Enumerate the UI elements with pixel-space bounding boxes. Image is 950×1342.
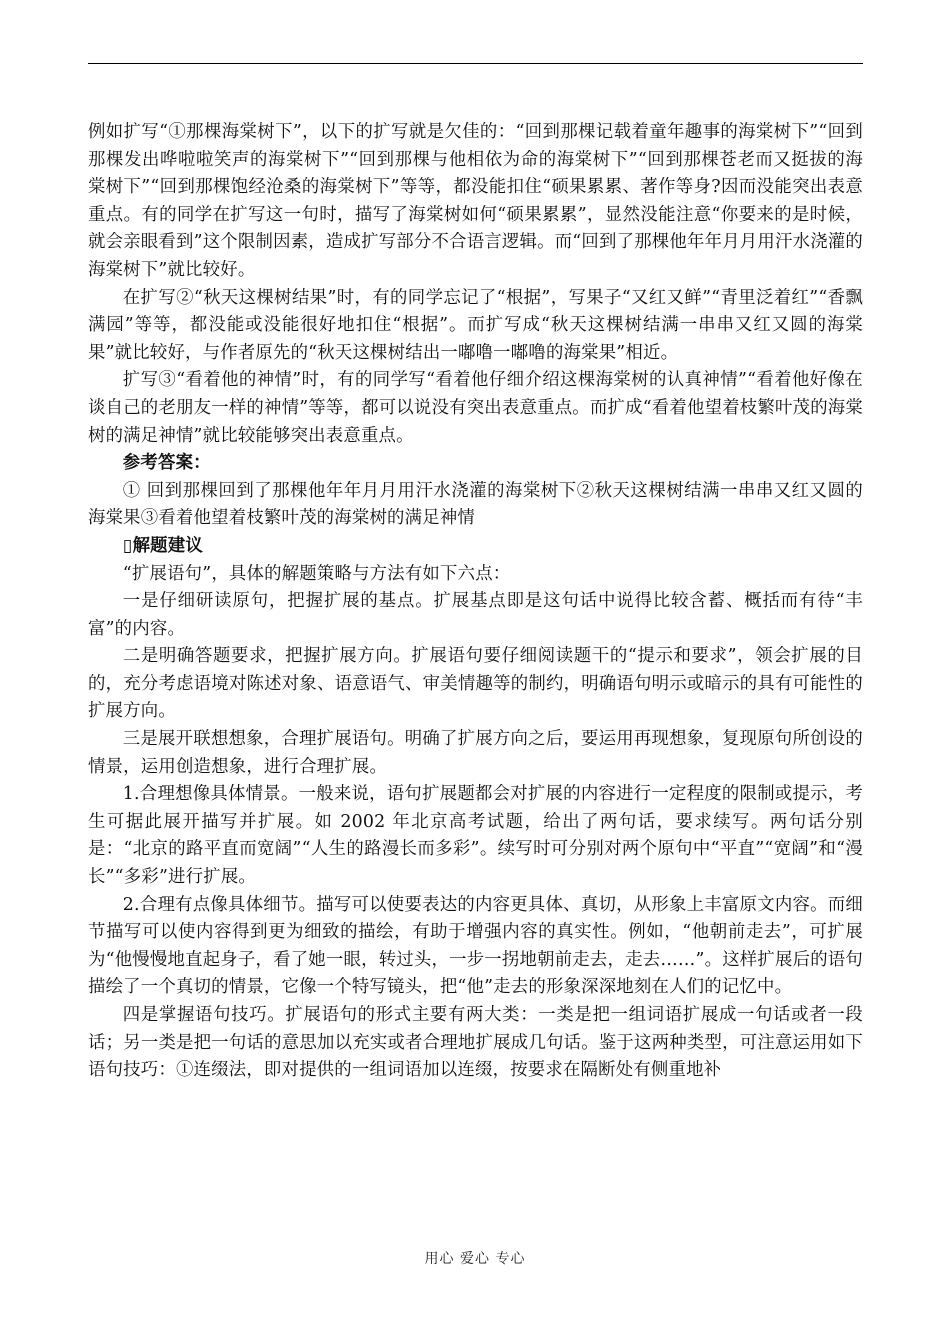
document-body (88, 119, 863, 1085)
reference-answer-heading: 参考答案： (122, 453, 211, 474)
paragraph-example: 例如扩写“①那棵海棠树下”，以下的扩写就是欠佳的：“回到那棵记载着童年趣事的海棠树下”“回到那棵发出哗啦啦笑声的海棠树下”“回到那棵与他相依为命的海棠树下”“回到那棵苍老而又挺拔的海棠树下”“回到那棵饱经沧桑的海棠树下”等等，都没能扣住“硕果累累、著作等身?因而没能突出表意重点。有的同学在扩写这一句时，描写了海棠树如何“硕果累累”，显然没能注意“你要来的是时候，就会亲眼看到”这个限制因素，造成扩写部分不合语言逻辑。而“回到了那棵他年年月月用汗水浇灌的海棠树下”就比较好。 (88, 122, 863, 280)
solution-tips-heading: ▯解题建议 (122, 535, 203, 556)
paragraph-point-two: 二是明确答题要求，把握扩展方向。扩展语句要仔细阅读题干的“提示和要求”，领会扩展的目的，充分考虑语境对陈述对象、语意语气、审美情趣等的制约，明确语句明示或暗示的具有可能性的扩展方向。 (88, 646, 863, 722)
paragraph-point-four: 四是掌握语句技巧。扩展语句的形式主要有两大类：一类是把一组词语扩展成一句话或者一段话；另一类是把一句话的意思加以充实或者合理地扩展成几句话。鉴于这两种类型，可注意运用如下语句技巧：①连缀法，即对提供的一组词语加以连缀，按要求在隔断处有侧重地补 (88, 1005, 863, 1081)
paragraph-point-one: 一是仔细研读原句，把握扩展的基点。扩展基点即是这句话中说得比较含蓄、概括而有待“丰富”的内容。 (88, 591, 863, 639)
paragraph-subpoint-1: 1.合理想像具体情景。一般来说，语句扩展题都会对扩展的内容进行一定程度的限制或提示，考生可据此展开描写并扩展。如 2002 年北京高考试题，给出了两句话，要求续写。两句话分别是：“北京的路平直而宽阔”“人生的路漫长而多彩”。续写时可分别对两个原句中“平直”“宽阔”和“漫长”“多彩”进行扩展。 (88, 784, 863, 888)
paragraph-expand-2: 在扩写②“秋天这棵树结果”时，有的同学忘记了“根据”，写果子“又红又鲜”“青里泛着红”“香飘满园”等等，都没能或没能很好地扣住“根据”。而扩写成“秋天这棵树结满一串串又红又圆的海棠果”就比较好，与作者原先的“秋天这棵树结出一嘟噜一嘟噜的海棠果”相近。 (88, 287, 863, 363)
paragraph-expand-3: 扩写③“看着他的神情”时，有的同学写“看着他仔细介绍这棵海棠树的认真神情”“看着他好像在谈自己的老朋友一样的神情”等等，都可以说没有突出表意重点。而扩成“看着他望着枝繁叶茂的海棠树的满足神情”就比较能够突出表意重点。 (88, 370, 863, 446)
paragraph-point-three: 三是展开联想想象，合理扩展语句。明确了扩展方向之后，要运用再现想象，复现原句所创设的情景，运用创造想象，进行合理扩展。 (88, 729, 863, 777)
paragraph-strategy-intro: “扩展语句”，具体的解题策略与方法有如下六点： (122, 563, 511, 584)
reference-answer-text: ① 回到那棵回到了那棵他年年月月用汗水浇灌的海棠树下②秋天这棵树结满一串串又红又圆的海棠果③看着他望着枝繁叶茂的海棠树的满足神情 (88, 480, 863, 529)
header-rule (88, 63, 863, 64)
paragraph-subpoint-2: 2.合理有点像具体细节。描写可以使要表达的内容更具体、真切，从形象上丰富原文内容。而细节描写可以使内容得到更为细致的描绘，有助于增强内容的真实性。例如，“他朝前走去”，可扩展为“他慢慢地直起身子，看了她一眼，转过头，一步一拐地朝前走去，走去……”。这样扩展后的语句描绘了一个真切的情景，它像一个特写镜头，把“他”走去的形象深深地刻在人们的记忆中。 (88, 894, 863, 998)
page-footer: 用心 爱心 专心 (424, 1251, 526, 1267)
